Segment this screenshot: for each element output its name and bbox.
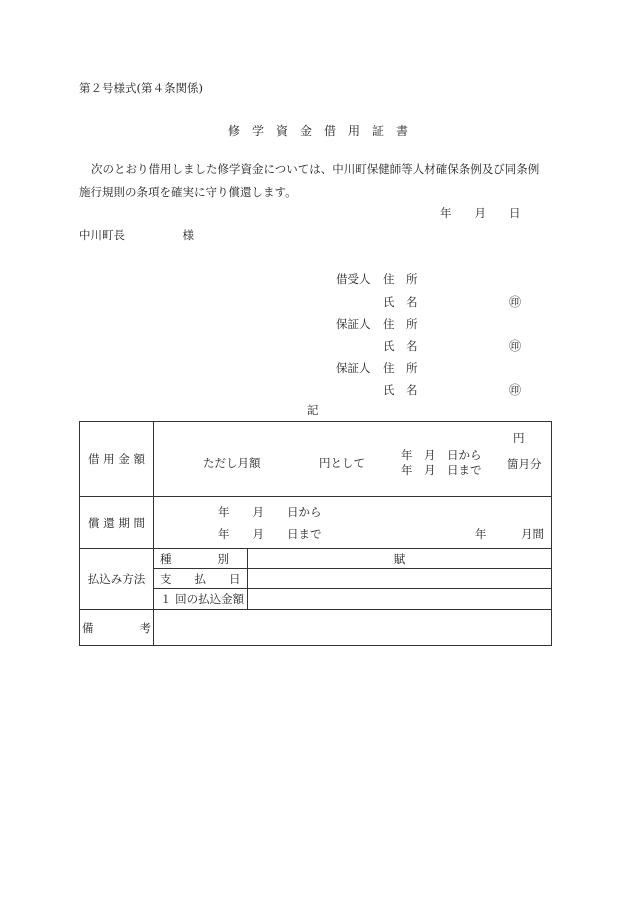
remarks-label-text: 備 考: [82, 620, 151, 635]
guarantor1-address-label: 住 所: [383, 317, 418, 331]
type-value: [248, 549, 552, 569]
date-line: 年 月 日: [440, 206, 521, 220]
pay-date-label-text: 支 払 日: [160, 571, 241, 586]
loan-amount-label: [80, 422, 154, 497]
guarantor1-name-label: 氏 名: [383, 339, 418, 353]
type-label-text: 種 別: [160, 551, 229, 566]
repay-period-cell: [154, 497, 552, 549]
guarantor2-name-label: 氏 名: [383, 383, 418, 397]
borrower-seal: ㊞: [509, 295, 522, 309]
from-line: 年 月 日から: [401, 448, 482, 462]
as-yen: 円として: [319, 456, 365, 470]
per-payment-label: [154, 589, 248, 610]
repay-from: 年 月 日から: [218, 505, 322, 519]
loan-details-table: [79, 421, 552, 646]
pay-date-label: [154, 569, 248, 589]
guarantor1-role: 保証人: [336, 317, 371, 331]
guarantor2-address-label: 住 所: [383, 361, 418, 375]
guarantor2-seal: ㊞: [509, 383, 522, 397]
remarks-label: [80, 610, 154, 646]
per-payment-label-text: １ 回の払込金額: [160, 592, 245, 606]
loan-amount-label-text: 借 用 金 額: [88, 452, 145, 466]
to-line: 年 月 日まで: [401, 463, 482, 477]
guarantor1-seal: ㊞: [509, 339, 522, 353]
borrower-address-label: 住 所: [383, 272, 418, 286]
guarantor2-role: 保証人: [336, 361, 371, 375]
monthly-text: ただし月額: [203, 456, 261, 470]
type-label: [154, 549, 248, 569]
body-line-2: 施行規則の条項を確実に守り償還します。: [79, 185, 297, 199]
repay-period-label: [80, 497, 154, 549]
repay-period-label-text: 償 還 期 間: [88, 515, 145, 530]
borrower-role: 借受人: [336, 272, 371, 286]
type-value-text: 賦: [393, 551, 406, 566]
loan-amount-cell: [154, 422, 552, 497]
addressee: 中川町長 様: [79, 228, 194, 242]
payment-method-label-text: 払込み方法: [87, 572, 146, 586]
document-title: 修 学 資 金 借 用 証 書: [228, 124, 409, 138]
borrower-name-label: 氏 名: [383, 295, 418, 309]
pay-date-value: [248, 569, 552, 589]
repay-years-months: 年 月間: [475, 527, 544, 541]
remarks-value: [154, 610, 552, 646]
ki-label: 記: [307, 403, 319, 417]
months-share: 箇月分: [507, 457, 542, 471]
repay-to: 年 月 日まで: [218, 527, 322, 541]
per-payment-value: [248, 589, 552, 610]
yen-top: 円: [513, 431, 525, 445]
payment-method-label: [80, 549, 154, 610]
form-number: 第２号様式(第４条関係): [79, 81, 203, 95]
body-line-1: 次のとおり借用しました修学資金については、中川町保健師等人材確保条例及び同条例: [91, 162, 540, 176]
